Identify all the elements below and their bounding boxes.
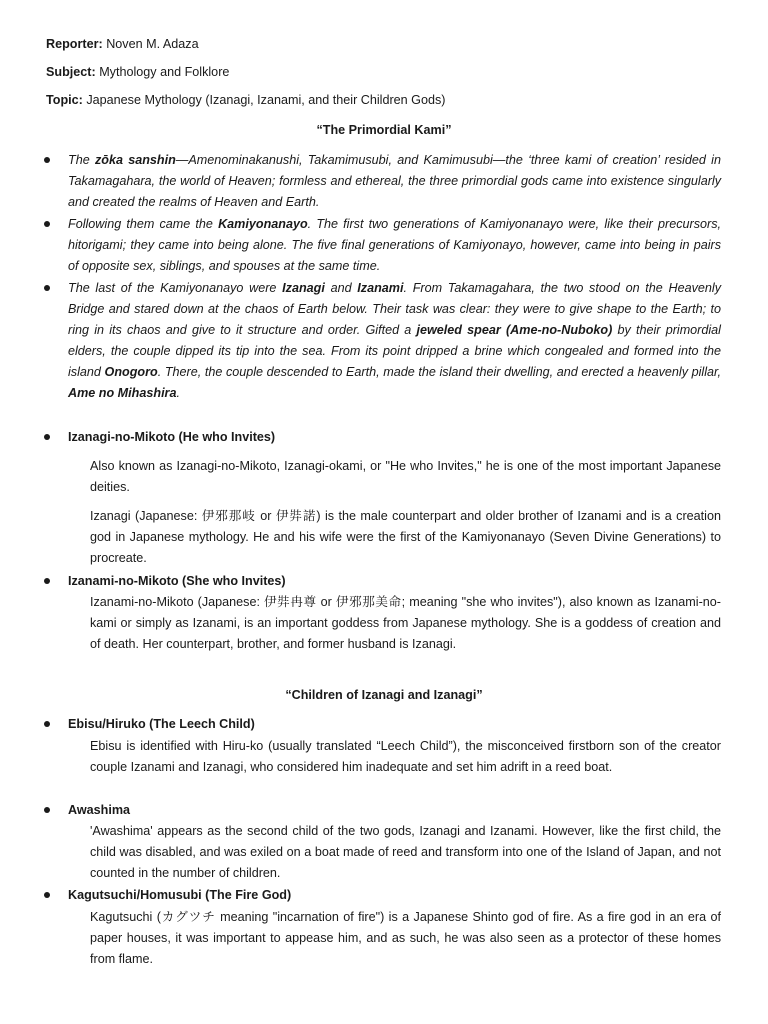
topic-line — [46, 90, 445, 111]
subject-line — [46, 62, 229, 83]
heading-izanami: Izanami-no-Mikoto (She who Invites) — [68, 574, 286, 588]
section-title-primordial: “The Primordial Kami” — [316, 123, 452, 137]
bullet-icon — [44, 157, 50, 163]
bullet-icon — [44, 221, 50, 227]
heading-ebisu: Ebisu/Hiruko (The Leech Child) — [68, 717, 255, 731]
bullet-icon — [44, 721, 50, 727]
heading-awashima: Awashima — [68, 803, 131, 817]
section-title-children: “Children of Izanagi and Izanagi” — [285, 688, 483, 702]
bullet-icon — [44, 285, 50, 291]
topic-value: Japanese Mythology (Izanagi, Izanami, and their Children Gods) — [86, 93, 446, 107]
paragraph-awashima: 'Awashima' appears as the second child of the two gods, Izanagi and Izanami. However, like the first child, the child was disabled, and was exiled on a boat made of reed and transform into one of the Island of Japan, and not counted in the number of children. — [90, 824, 721, 880]
paragraph-izanagi-2: Izanagi (Japanese: 伊邪那岐 or 伊弉諾) is the male counterpart and older brother of Izanami and is a creation god in Japanese mythology. He and his wife were the first of the Kamiyonanayo (Seven Divine Generations) to procreate. — [90, 509, 721, 565]
reporter-label: Reporter: — [46, 37, 103, 51]
paragraph-izanami: Izanami-no-Mikoto (Japanese: 伊弉冉尊 or 伊邪那美命; meaning "she who invites"), also known as Izanami-no-kami or simply as Izanami, is an important goddess from Japanese mythology. She is a goddess of creation and of death. Her counterpart, brother, and former husband is Izanagi. — [90, 595, 721, 651]
subject-value: Mythology and Folklore — [99, 65, 230, 79]
paragraph-ebisu: Ebisu is identified with Hiru-ko (usually translated “Leech Child”), the misconceived firstborn son of the creator couple Izanami and Izanagi, who considered him inadequate and set him adrift in a reed boat. — [90, 739, 721, 774]
paragraph-kamiyonanayo: Following them came the Kamiyonanayo. The first two generations of Kamiyonanayo were, like their precursors, hitorigami; they came into being alone. The five final generations of Kamiyonayo, however, came into being in pairs of opposite sex, siblings, and spouses at the same time. — [68, 217, 721, 273]
paragraph-zoka-sanshin: The zōka sanshin—Amenominakanushi, Takamimusubi, and Kamimusubi—the ‘three kami of creation’ resided in Takamagahara, the world of Heaven; formless and ethereal, the three primordial gods came into existence singularly and created the realms of Heaven and Earth. — [68, 153, 721, 209]
heading-kagutsuchi: Kagutsuchi/Homusubi (The Fire God) — [68, 888, 292, 902]
bullet-icon — [44, 434, 50, 440]
subject-label: Subject: — [46, 65, 96, 79]
paragraph-kagutsuchi: Kagutsuchi (カグツチ meaning "incarnation of fire") is a Japanese Shinto god of fire. As a fire god in an era of paper houses, it was important to appease him, and as such, he was also seen as a protector of these homes from flame. — [90, 910, 721, 966]
reporter-value: Noven M. Adaza — [106, 37, 199, 51]
reporter-line — [46, 34, 199, 55]
paragraph-izanagi-1: Also known as Izanagi-no-Mikoto, Izanagi-okami, or "He who Invites," he is one of the most important Japanese deities. — [90, 459, 721, 494]
paragraph-izanagi-izanami: The last of the Kamiyonanayo were Izanagi and Izanami. From Takamagahara, the two stood on the Heavenly Bridge and stared down at the chaos of Earth below. Their task was clear: they were to give shape to the Earth; to ring in its chaos and give to it structure and order. Gifted a jeweled spear (Ame-no-Nuboko) by their primordial elders, the couple dipped its tip into the sea. From its point dripped a brine which congealed and formed into the island Onogoro. There, the couple descended to Earth, made the island their dwelling, and erected a heavenly pillar, Ame no Mihashira. — [68, 281, 721, 400]
topic-label: Topic: — [46, 93, 83, 107]
bullet-icon — [44, 892, 50, 898]
bullet-icon — [44, 807, 50, 813]
bullet-icon — [44, 578, 50, 584]
heading-izanagi: Izanagi-no-Mikoto (He who Invites) — [68, 430, 276, 444]
